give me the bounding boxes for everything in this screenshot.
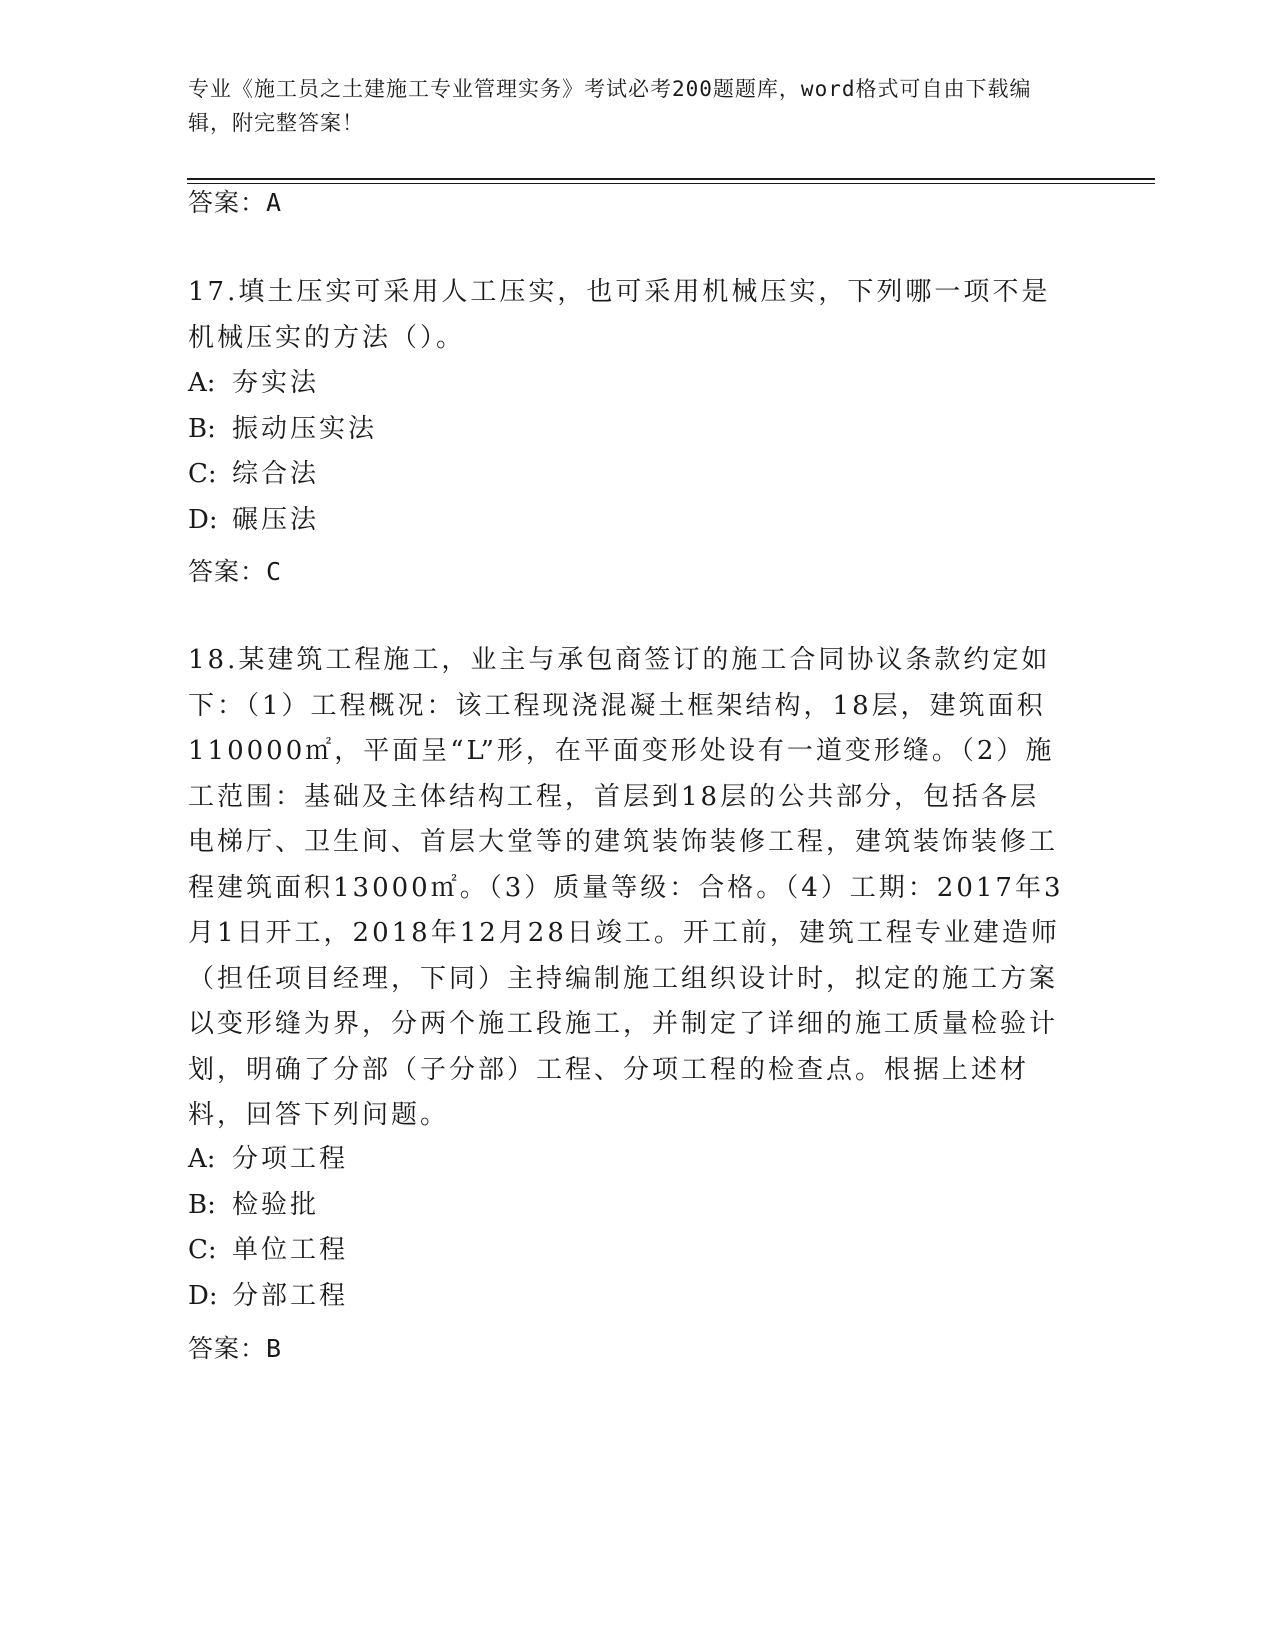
option-c — [188, 1228, 1068, 1274]
option-a — [188, 361, 1068, 407]
question-18-answer: 答案：B — [188, 1334, 283, 1363]
option-letter: C: — [188, 1235, 217, 1265]
option-d — [188, 1274, 1068, 1320]
previous-answer: 答案：A — [188, 188, 283, 217]
question-17-options — [188, 361, 1068, 543]
option-letter: A: — [188, 1144, 216, 1174]
option-letter: D: — [188, 504, 218, 535]
question-17-text: 17.填土压实可采用人工压实，也可采用机械压实，下列哪一项不是机械压实的方法（）。 — [188, 277, 1051, 353]
option-letter: B: — [188, 413, 216, 444]
option-text: 分部工程 — [232, 1280, 349, 1311]
option-text: 单位工程 — [232, 1235, 349, 1265]
document-header: 专业《施工员之土建施工专业管理实务》考试必考200题题库，word格式可自由下载编辑，附完整答案！ — [188, 77, 1032, 135]
option-text: 振动压实法 — [232, 413, 378, 444]
option-text: 夯实法 — [232, 368, 320, 398]
option-text: 碾压法 — [232, 504, 320, 535]
option-text: 检验批 — [232, 1189, 320, 1220]
option-b — [188, 1183, 1068, 1229]
header-divider-thin — [187, 183, 1155, 184]
question-17-answer: 答案：C — [188, 557, 283, 586]
option-letter: C: — [188, 459, 217, 489]
option-b — [188, 407, 1068, 453]
option-text: 综合法 — [232, 459, 320, 489]
option-d — [188, 498, 1068, 544]
question-18-text: 18.某建筑工程施工，业主与承包商签订的施工合同协议条款约定如下：（1）工程概况：该工程现浇混凝土框架结构，18层，建筑面积110000㎡，平面呈“L”形，在平面变形处设有一道变形缝。（2）施工范围：基础及主体结构工程，首层到18层的公共部分，包括各层电梯厅、卫生间、首层大堂等的建筑装饰装修工程，建筑装饰装修工程建筑面积13000㎡。（3）质量等级：合格。（4）工期：2017年3月1日开工，2018年12月28日竣工。开工前，建筑工程专业建造师（担任项目经理，下同）主持编制施工组织设计时，拟定的施工方案以变形缝为界，分两个施工段施工，并制定了详细的施工质量检验计划，明确了分部（子分部）工程、分项工程的检查点。根据上述材料，回答下列问题。 — [188, 645, 1064, 1130]
question-18-options — [188, 1137, 1068, 1319]
option-letter: A: — [188, 368, 216, 398]
option-a — [188, 1137, 1068, 1183]
option-letter: D: — [188, 1280, 218, 1311]
option-text: 分项工程 — [232, 1144, 349, 1174]
option-letter: B: — [188, 1189, 216, 1220]
option-c — [188, 452, 1068, 498]
header-divider-thick — [187, 178, 1155, 180]
